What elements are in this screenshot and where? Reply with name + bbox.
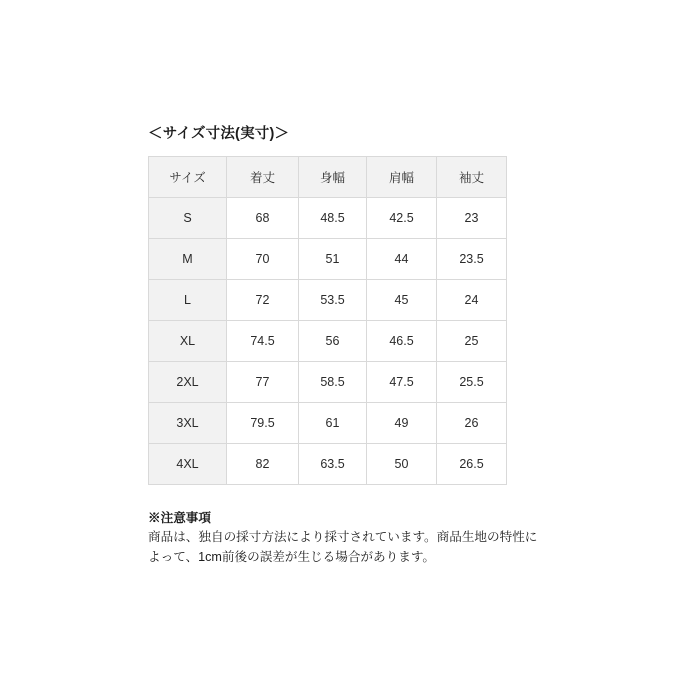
cell-sleeve-length: 26 (437, 403, 507, 444)
size-measurements-table (148, 156, 507, 485)
row-size-label: M (149, 239, 227, 280)
table-header (149, 157, 507, 198)
cell-chest-width: 61 (299, 403, 367, 444)
cell-sleeve-length: 23 (437, 198, 507, 239)
row-size-label: 2XL (149, 362, 227, 403)
cell-length: 79.5 (227, 403, 299, 444)
cell-chest-width: 58.5 (299, 362, 367, 403)
cell-sleeve-length: 26.5 (437, 444, 507, 485)
column-header-length: 着丈 (227, 157, 299, 198)
table-header-row (149, 157, 507, 198)
cell-sleeve-length: 25 (437, 321, 507, 362)
column-header-chest-width: 身幅 (299, 157, 367, 198)
row-size-label: XL (149, 321, 227, 362)
notes-heading: ※注意事項 (148, 511, 211, 525)
cell-shoulder-width: 45 (367, 280, 437, 321)
cell-sleeve-length: 25.5 (437, 362, 507, 403)
table-row (149, 444, 507, 485)
cell-shoulder-width: 46.5 (367, 321, 437, 362)
row-size-label: S (149, 198, 227, 239)
cell-chest-width: 53.5 (299, 280, 367, 321)
cell-chest-width: 56 (299, 321, 367, 362)
table-row (149, 362, 507, 403)
column-header-shoulder-width: 肩幅 (367, 157, 437, 198)
notes-section (148, 507, 548, 567)
notes-line-2: よって、1cm前後の誤差が生じる場合があります。 (148, 549, 436, 564)
cell-sleeve-length: 24 (437, 280, 507, 321)
cell-length: 77 (227, 362, 299, 403)
table-body (149, 198, 507, 485)
column-header-size: サイズ (149, 157, 227, 198)
cell-shoulder-width: 44 (367, 239, 437, 280)
row-size-label: 4XL (149, 444, 227, 485)
table-row (149, 280, 507, 321)
cell-shoulder-width: 49 (367, 403, 437, 444)
cell-length: 72 (227, 280, 299, 321)
cell-length: 74.5 (227, 321, 299, 362)
table-row (149, 321, 507, 362)
cell-shoulder-width: 50 (367, 444, 437, 485)
page-title: ＜サイズ寸法(実寸)＞ (148, 126, 290, 142)
cell-length: 82 (227, 444, 299, 485)
cell-chest-width: 63.5 (299, 444, 367, 485)
cell-shoulder-width: 42.5 (367, 198, 437, 239)
notes-line-1: 商品は、独自の採寸方法により採寸されています。商品生地の特性に (148, 530, 538, 544)
cell-chest-width: 51 (299, 239, 367, 280)
table-row (149, 239, 507, 280)
row-size-label: L (149, 280, 227, 321)
cell-chest-width: 48.5 (299, 198, 367, 239)
table-row (149, 198, 507, 239)
table-row (149, 403, 507, 444)
cell-sleeve-length: 23.5 (437, 239, 507, 280)
cell-shoulder-width: 47.5 (367, 362, 437, 403)
column-header-sleeve-length: 袖丈 (437, 157, 507, 198)
size-chart-content (148, 122, 536, 567)
cell-length: 68 (227, 198, 299, 239)
row-size-label: 3XL (149, 403, 227, 444)
cell-length: 70 (227, 239, 299, 280)
